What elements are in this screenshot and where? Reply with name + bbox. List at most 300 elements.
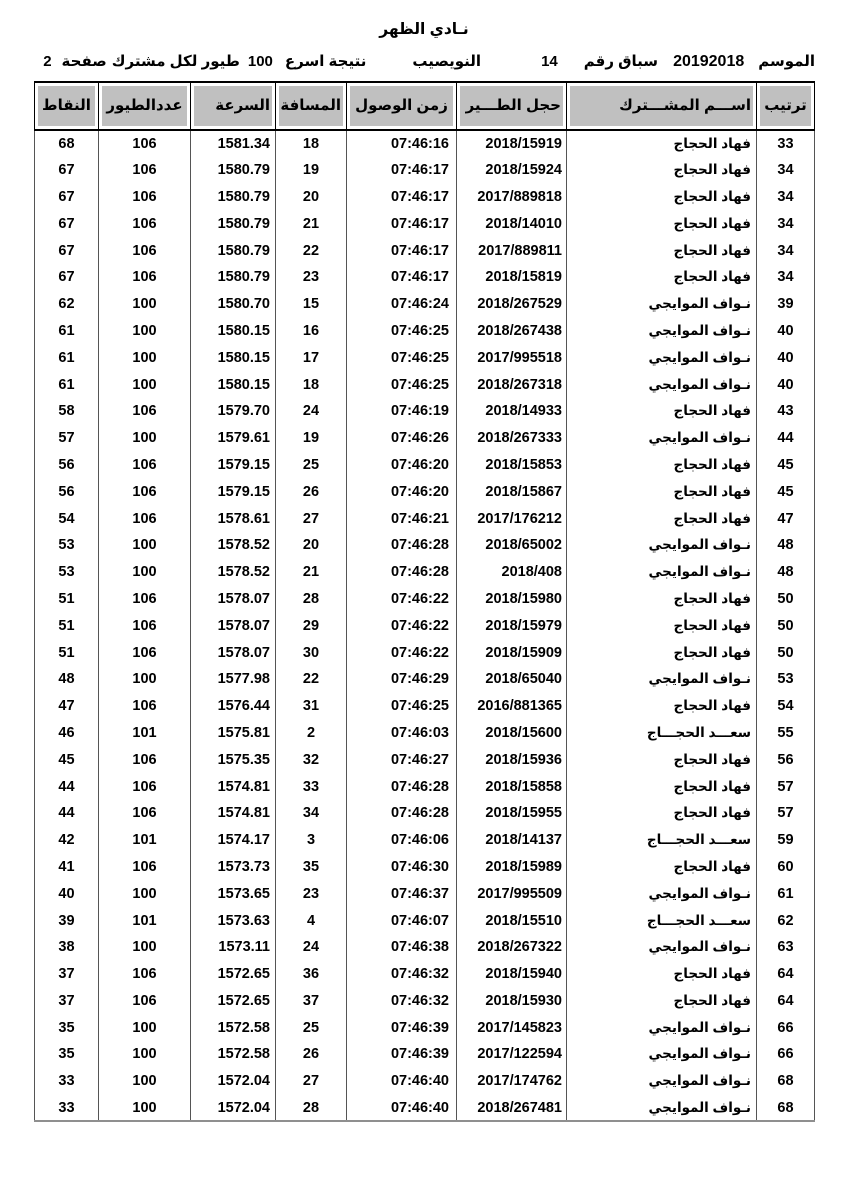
- cell-speed: 1575.81: [191, 720, 276, 747]
- cell-participant-name: فهاد الحجاج: [567, 264, 757, 291]
- cell-speed: 1574.81: [191, 800, 276, 827]
- cell-points: 33: [35, 1095, 99, 1122]
- cell-participant-name: نـواف الموايجي: [567, 1014, 757, 1041]
- cell-arrival-time: 07:46:17: [347, 184, 457, 211]
- table-row: [35, 237, 815, 264]
- cell-points: 39: [35, 907, 99, 934]
- cell-distance: 16: [276, 318, 347, 345]
- cell-speed: 1579.61: [191, 425, 276, 452]
- cell-bird-count: 100: [99, 1014, 191, 1041]
- cell-arrival-time: 07:46:39: [347, 1041, 457, 1068]
- cell-speed: 1574.81: [191, 773, 276, 800]
- cell-ring-number: 2018/15955: [457, 800, 567, 827]
- cell-ring-number: 2018/65040: [457, 666, 567, 693]
- table-row: [35, 773, 815, 800]
- table-row: [35, 854, 815, 881]
- cell-points: 61: [35, 344, 99, 371]
- cell-points: 38: [35, 934, 99, 961]
- cell-speed: 1577.98: [191, 666, 276, 693]
- cell-bird-count: 106: [99, 612, 191, 639]
- cell-participant-name: نـواف الموايجي: [567, 880, 757, 907]
- cell-points: 45: [35, 746, 99, 773]
- cell-points: 62: [35, 291, 99, 318]
- table-row: [35, 291, 815, 318]
- cell-speed: 1572.58: [191, 1014, 276, 1041]
- table-row: [35, 1068, 815, 1095]
- cell-participant-name: فهاد الحجاج: [567, 237, 757, 264]
- season-value: 20192018: [673, 53, 745, 70]
- table-row: [35, 612, 815, 639]
- cell-arrival-time: 07:46:20: [347, 452, 457, 479]
- cell-arrival-time: 07:46:03: [347, 720, 457, 747]
- table-row: [35, 1014, 815, 1041]
- cell-points: 67: [35, 210, 99, 237]
- cell-participant-name: نـواف الموايجي: [567, 559, 757, 586]
- cell-participant-name: نـواف الموايجي: [567, 318, 757, 345]
- cell-arrival-time: 07:46:28: [347, 532, 457, 559]
- cell-bird-count: 106: [99, 210, 191, 237]
- cell-speed: 1572.04: [191, 1068, 276, 1095]
- cell-ring-number: 2018/15989: [457, 854, 567, 881]
- cell-bird-count: 106: [99, 157, 191, 184]
- cell-points: 42: [35, 827, 99, 854]
- cell-rank: 66: [757, 1041, 815, 1068]
- cell-arrival-time: 07:46:25: [347, 318, 457, 345]
- cell-participant-name: فهاد الحجاج: [567, 746, 757, 773]
- col-header-rank: ترتيب: [757, 82, 815, 130]
- cell-ring-number: 2018/15858: [457, 773, 567, 800]
- cell-speed: 1580.15: [191, 344, 276, 371]
- cell-ring-number: 2018/14010: [457, 210, 567, 237]
- cell-rank: 44: [757, 425, 815, 452]
- table-row: [35, 157, 815, 184]
- cell-distance: 37: [276, 988, 347, 1015]
- cell-ring-number: 2018/15819: [457, 264, 567, 291]
- cell-participant-name: سعـــد الحجـــاج: [567, 827, 757, 854]
- cell-points: 53: [35, 532, 99, 559]
- cell-bird-count: 101: [99, 827, 191, 854]
- cell-participant-name: نـواف الموايجي: [567, 1041, 757, 1068]
- cell-ring-number: 2018/267438: [457, 318, 567, 345]
- cell-ring-number: 2018/267481: [457, 1095, 567, 1122]
- cell-points: 51: [35, 639, 99, 666]
- cell-distance: 19: [276, 157, 347, 184]
- cell-rank: 40: [757, 371, 815, 398]
- table-row: [35, 478, 815, 505]
- cell-rank: 45: [757, 478, 815, 505]
- page-number-label: صفحة: [61, 53, 107, 70]
- cell-arrival-time: 07:46:29: [347, 666, 457, 693]
- cell-rank: 34: [757, 157, 815, 184]
- cell-ring-number: 2016/881365: [457, 693, 567, 720]
- cell-points: 61: [35, 371, 99, 398]
- table-row: [35, 425, 815, 452]
- cell-bird-count: 106: [99, 693, 191, 720]
- table-row: [35, 720, 815, 747]
- cell-speed: 1580.79: [191, 157, 276, 184]
- cell-points: 44: [35, 800, 99, 827]
- cell-arrival-time: 07:46:20: [347, 478, 457, 505]
- cell-bird-count: 106: [99, 184, 191, 211]
- table-row: [35, 880, 815, 907]
- cell-arrival-time: 07:46:30: [347, 854, 457, 881]
- cell-ring-number: 2017/122594: [457, 1041, 567, 1068]
- cell-bird-count: 106: [99, 398, 191, 425]
- cell-points: 37: [35, 961, 99, 988]
- cell-bird-count: 106: [99, 130, 191, 157]
- cell-participant-name: نـواف الموايجي: [567, 344, 757, 371]
- season-label: الموسم: [758, 53, 815, 70]
- cell-distance: 2: [276, 720, 347, 747]
- table-row: [35, 988, 815, 1015]
- table-row: [35, 130, 815, 157]
- cell-arrival-time: 07:46:17: [347, 237, 457, 264]
- cell-arrival-time: 07:46:17: [347, 157, 457, 184]
- cell-arrival-time: 07:46:32: [347, 988, 457, 1015]
- cell-speed: 1576.44: [191, 693, 276, 720]
- result-label: نتيجة اسرع: [284, 53, 367, 70]
- col-header-birds: عددالطيور: [99, 82, 191, 130]
- cell-ring-number: 2018/267318: [457, 371, 567, 398]
- cell-participant-name: فهاد الحجاج: [567, 130, 757, 157]
- cell-arrival-time: 07:46:06: [347, 827, 457, 854]
- cell-ring-number: 2018/15924: [457, 157, 567, 184]
- cell-distance: 31: [276, 693, 347, 720]
- col-header-speed: السرعة: [191, 82, 276, 130]
- cell-bird-count: 106: [99, 988, 191, 1015]
- cell-ring-number: 2018/267333: [457, 425, 567, 452]
- table-row: [35, 398, 815, 425]
- cell-distance: 25: [276, 452, 347, 479]
- cell-arrival-time: 07:46:32: [347, 961, 457, 988]
- cell-participant-name: فهاد الحجاج: [567, 773, 757, 800]
- cell-speed: 1579.15: [191, 478, 276, 505]
- table-row: [35, 1041, 815, 1068]
- cell-bird-count: 106: [99, 452, 191, 479]
- table-row: [35, 827, 815, 854]
- cell-rank: 34: [757, 264, 815, 291]
- cell-points: 53: [35, 559, 99, 586]
- cell-speed: 1580.79: [191, 184, 276, 211]
- table-row: [35, 800, 815, 827]
- cell-rank: 60: [757, 854, 815, 881]
- cell-bird-count: 106: [99, 773, 191, 800]
- cell-participant-name: نـواف الموايجي: [567, 666, 757, 693]
- table-row: [35, 746, 815, 773]
- cell-bird-count: 106: [99, 639, 191, 666]
- cell-participant-name: فهاد الحجاج: [567, 988, 757, 1015]
- cell-participant-name: فهاد الحجاج: [567, 398, 757, 425]
- cell-ring-number: 2018/14137: [457, 827, 567, 854]
- table-row: [35, 452, 815, 479]
- cell-arrival-time: 07:46:07: [347, 907, 457, 934]
- table-row: [35, 586, 815, 613]
- cell-distance: 26: [276, 1041, 347, 1068]
- cell-bird-count: 106: [99, 961, 191, 988]
- result-unit-label: طيور لكل مشترك: [111, 53, 240, 70]
- cell-participant-name: فهاد الحجاج: [567, 693, 757, 720]
- cell-rank: 54: [757, 693, 815, 720]
- cell-ring-number: 2017/889811: [457, 237, 567, 264]
- cell-rank: 40: [757, 318, 815, 345]
- cell-rank: 68: [757, 1068, 815, 1095]
- header-row: [35, 82, 815, 130]
- cell-bird-count: 100: [99, 425, 191, 452]
- cell-arrival-time: 07:46:28: [347, 773, 457, 800]
- cell-speed: 1580.79: [191, 210, 276, 237]
- cell-ring-number: 2018/408: [457, 559, 567, 586]
- table-row: [35, 639, 815, 666]
- cell-participant-name: فهاد الحجاج: [567, 184, 757, 211]
- cell-participant-name: نـواف الموايجي: [567, 371, 757, 398]
- cell-rank: 63: [757, 934, 815, 961]
- cell-speed: 1580.15: [191, 318, 276, 345]
- cell-points: 33: [35, 1068, 99, 1095]
- cell-bird-count: 100: [99, 371, 191, 398]
- cell-participant-name: نـواف الموايجي: [567, 425, 757, 452]
- cell-rank: 48: [757, 559, 815, 586]
- cell-rank: 64: [757, 961, 815, 988]
- cell-arrival-time: 07:46:16: [347, 130, 457, 157]
- cell-points: 40: [35, 880, 99, 907]
- cell-ring-number: 2018/15919: [457, 130, 567, 157]
- cell-distance: 29: [276, 612, 347, 639]
- table-row: [35, 371, 815, 398]
- cell-rank: 50: [757, 586, 815, 613]
- cell-arrival-time: 07:46:22: [347, 586, 457, 613]
- cell-speed: 1572.04: [191, 1095, 276, 1122]
- cell-speed: 1581.34: [191, 130, 276, 157]
- table-row: [35, 1095, 815, 1122]
- cell-bird-count: 106: [99, 264, 191, 291]
- cell-points: 67: [35, 264, 99, 291]
- cell-arrival-time: 07:46:24: [347, 291, 457, 318]
- cell-points: 41: [35, 854, 99, 881]
- cell-rank: 56: [757, 746, 815, 773]
- page-title: نـادي الظهر: [379, 21, 469, 38]
- cell-participant-name: نـواف الموايجي: [567, 1068, 757, 1095]
- cell-speed: 1578.07: [191, 639, 276, 666]
- cell-participant-name: فهاد الحجاج: [567, 452, 757, 479]
- cell-distance: 20: [276, 184, 347, 211]
- cell-points: 48: [35, 666, 99, 693]
- cell-speed: 1580.70: [191, 291, 276, 318]
- cell-participant-name: فهاد الحجاج: [567, 612, 757, 639]
- cell-points: 44: [35, 773, 99, 800]
- cell-ring-number: 2018/15909: [457, 639, 567, 666]
- cell-points: 57: [35, 425, 99, 452]
- table-row: [35, 559, 815, 586]
- cell-rank: 34: [757, 184, 815, 211]
- race-location: النويصيب: [412, 53, 482, 70]
- cell-speed: 1572.58: [191, 1041, 276, 1068]
- cell-ring-number: 2017/145823: [457, 1014, 567, 1041]
- cell-ring-number: 2018/15940: [457, 961, 567, 988]
- cell-arrival-time: 07:46:25: [347, 344, 457, 371]
- cell-rank: 48: [757, 532, 815, 559]
- table-row: [35, 961, 815, 988]
- cell-arrival-time: 07:46:22: [347, 612, 457, 639]
- cell-ring-number: 2018/15930: [457, 988, 567, 1015]
- cell-participant-name: فهاد الحجاج: [567, 505, 757, 532]
- cell-ring-number: 2017/174762: [457, 1068, 567, 1095]
- cell-rank: 45: [757, 452, 815, 479]
- cell-ring-number: 2018/15980: [457, 586, 567, 613]
- cell-bird-count: 106: [99, 237, 191, 264]
- cell-participant-name: نـواف الموايجي: [567, 532, 757, 559]
- cell-rank: 64: [757, 988, 815, 1015]
- cell-distance: 30: [276, 639, 347, 666]
- cell-distance: 19: [276, 425, 347, 452]
- cell-arrival-time: 07:46:40: [347, 1095, 457, 1122]
- cell-arrival-time: 07:46:25: [347, 371, 457, 398]
- race-meta-line: [33, 52, 815, 74]
- cell-ring-number: 2018/15510: [457, 907, 567, 934]
- cell-rank: 57: [757, 800, 815, 827]
- cell-distance: 27: [276, 1068, 347, 1095]
- cell-distance: 18: [276, 130, 347, 157]
- cell-distance: 28: [276, 1095, 347, 1122]
- cell-distance: 24: [276, 398, 347, 425]
- table-row: [35, 318, 815, 345]
- cell-ring-number: 2018/15979: [457, 612, 567, 639]
- cell-points: 51: [35, 612, 99, 639]
- cell-distance: 23: [276, 880, 347, 907]
- cell-participant-name: فهاد الحجاج: [567, 961, 757, 988]
- cell-arrival-time: 07:46:17: [347, 264, 457, 291]
- cell-points: 35: [35, 1041, 99, 1068]
- cell-arrival-time: 07:46:37: [347, 880, 457, 907]
- results-table-body: [35, 130, 815, 1121]
- cell-participant-name: سعـــد الحجـــاج: [567, 720, 757, 747]
- cell-distance: 17: [276, 344, 347, 371]
- cell-participant-name: فهاد الحجاج: [567, 854, 757, 881]
- cell-arrival-time: 07:46:28: [347, 800, 457, 827]
- table-row: [35, 693, 815, 720]
- table-row: [35, 934, 815, 961]
- cell-speed: 1573.63: [191, 907, 276, 934]
- cell-rank: 61: [757, 880, 815, 907]
- cell-distance: 25: [276, 1014, 347, 1041]
- cell-rank: 39: [757, 291, 815, 318]
- cell-distance: 36: [276, 961, 347, 988]
- cell-arrival-time: 07:46:22: [347, 639, 457, 666]
- cell-bird-count: 100: [99, 532, 191, 559]
- results-table: [34, 81, 815, 1122]
- cell-bird-count: 101: [99, 720, 191, 747]
- cell-rank: 47: [757, 505, 815, 532]
- cell-rank: 50: [757, 639, 815, 666]
- cell-speed: 1572.65: [191, 988, 276, 1015]
- cell-distance: 3: [276, 827, 347, 854]
- cell-speed: 1580.15: [191, 371, 276, 398]
- table-row: [35, 264, 815, 291]
- cell-ring-number: 2017/995509: [457, 880, 567, 907]
- cell-speed: 1578.52: [191, 532, 276, 559]
- cell-distance: 27: [276, 505, 347, 532]
- cell-distance: 33: [276, 773, 347, 800]
- cell-speed: 1572.65: [191, 961, 276, 988]
- cell-distance: 21: [276, 559, 347, 586]
- table-row: [35, 210, 815, 237]
- cell-distance: 34: [276, 800, 347, 827]
- cell-bird-count: 106: [99, 505, 191, 532]
- cell-bird-count: 106: [99, 800, 191, 827]
- cell-distance: 21: [276, 210, 347, 237]
- cell-participant-name: نـواف الموايجي: [567, 934, 757, 961]
- cell-points: 51: [35, 586, 99, 613]
- table-row: [35, 907, 815, 934]
- cell-bird-count: 100: [99, 666, 191, 693]
- cell-speed: 1578.07: [191, 612, 276, 639]
- cell-rank: 55: [757, 720, 815, 747]
- cell-points: 35: [35, 1014, 99, 1041]
- cell-bird-count: 106: [99, 586, 191, 613]
- cell-arrival-time: 07:46:26: [347, 425, 457, 452]
- col-header-points: النقاط: [35, 82, 99, 130]
- cell-arrival-time: 07:46:19: [347, 398, 457, 425]
- cell-rank: 50: [757, 612, 815, 639]
- cell-points: 67: [35, 157, 99, 184]
- cell-points: 68: [35, 130, 99, 157]
- cell-speed: 1578.07: [191, 586, 276, 613]
- cell-rank: 68: [757, 1095, 815, 1122]
- table-row: [35, 344, 815, 371]
- cell-ring-number: 2017/176212: [457, 505, 567, 532]
- cell-rank: 57: [757, 773, 815, 800]
- cell-distance: 20: [276, 532, 347, 559]
- table-row: [35, 184, 815, 211]
- cell-distance: 26: [276, 478, 347, 505]
- cell-participant-name: فهاد الحجاج: [567, 586, 757, 613]
- cell-ring-number: 2017/995518: [457, 344, 567, 371]
- cell-bird-count: 100: [99, 934, 191, 961]
- cell-points: 61: [35, 318, 99, 345]
- col-header-time: زمن الوصول: [347, 82, 457, 130]
- cell-rank: 59: [757, 827, 815, 854]
- cell-bird-count: 100: [99, 1041, 191, 1068]
- race-number-label: سباق رقم: [583, 53, 659, 70]
- cell-participant-name: نـواف الموايجي: [567, 291, 757, 318]
- cell-bird-count: 106: [99, 746, 191, 773]
- cell-bird-count: 106: [99, 854, 191, 881]
- cell-bird-count: 100: [99, 291, 191, 318]
- cell-distance: 23: [276, 264, 347, 291]
- cell-distance: 28: [276, 586, 347, 613]
- cell-ring-number: 2018/15853: [457, 452, 567, 479]
- cell-participant-name: سعـــد الحجـــاج: [567, 907, 757, 934]
- cell-speed: 1578.52: [191, 559, 276, 586]
- cell-distance: 35: [276, 854, 347, 881]
- cell-points: 56: [35, 452, 99, 479]
- cell-ring-number: 2018/15867: [457, 478, 567, 505]
- cell-speed: 1573.73: [191, 854, 276, 881]
- cell-speed: 1580.79: [191, 237, 276, 264]
- cell-participant-name: نـواف الموايجي: [567, 1095, 757, 1122]
- cell-speed: 1574.17: [191, 827, 276, 854]
- cell-distance: 15: [276, 291, 347, 318]
- cell-rank: 66: [757, 1014, 815, 1041]
- cell-participant-name: فهاد الحجاج: [567, 210, 757, 237]
- cell-distance: 22: [276, 237, 347, 264]
- cell-points: 37: [35, 988, 99, 1015]
- cell-points: 67: [35, 237, 99, 264]
- cell-points: 58: [35, 398, 99, 425]
- cell-ring-number: 2018/267322: [457, 934, 567, 961]
- table-row: [35, 505, 815, 532]
- cell-speed: 1573.65: [191, 880, 276, 907]
- cell-arrival-time: 07:46:25: [347, 693, 457, 720]
